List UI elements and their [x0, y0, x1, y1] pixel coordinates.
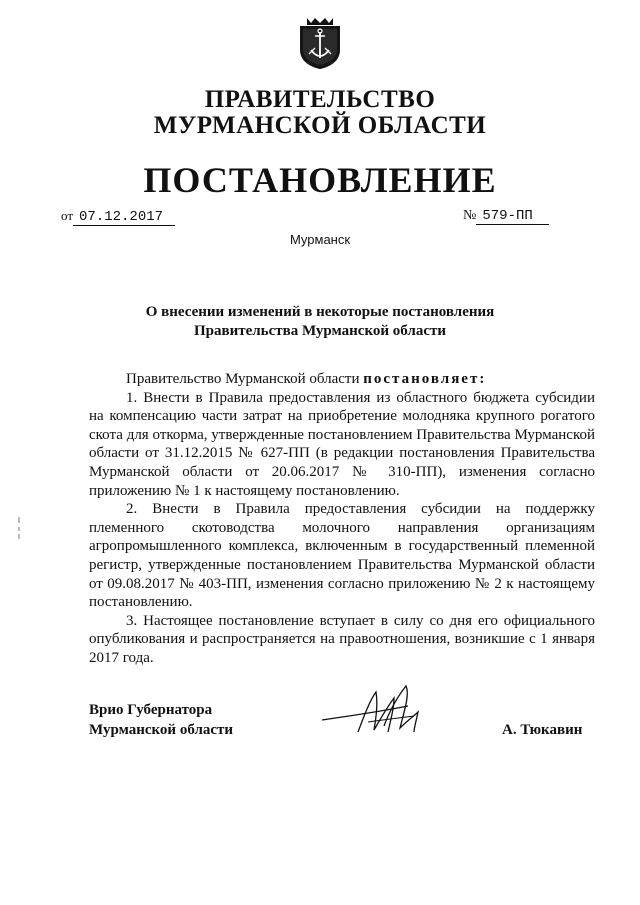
date-prefix: от [61, 208, 74, 223]
lead-emphasis: постановляет: [363, 371, 487, 387]
city: Мурманск [289, 232, 351, 247]
paragraph-2: 2. Внести в Правила предоставления субсидии на поддержку племенного скотоводства молочного направления организациям агропромышленного комплекса, включенным в государственный племенной регистр, утвержденные постановлением Правительства Мурманской области от 09.08.2017 № 403-ПП, изменения согласно приложению № 2 к настоящему постановлению. [89, 501, 595, 611]
paragraph-1: 1. Внести в Правила предоставления из областного бюджета субсидии на компенсацию части затрат на приобретение молодняка крупного рогатого скота для откорма, утвержденные постановлением Правительства Мурманской области от 31.12.2015 № 627-ПП (в редакции постановления Правительства Мурманской области от 20.06.2017 № 310-ПП), изменения согласно приложению № 1 к настоящему постановлению. [89, 389, 595, 499]
subject-line2: Правительства Мурманской области [193, 323, 447, 339]
lead-paragraph [89, 370, 595, 389]
coat-of-arms-icon [297, 14, 343, 70]
signatory-title-line1: Врио Губернатора [89, 702, 213, 718]
paragraph-3: 3. Настоящее постановление вступает в силу со дня его официального опубликования и распространяется на правоотношения, возникшие с 1 января 2017 года. [89, 612, 595, 666]
subject-line1: О внесении изменений в некоторые постановления [145, 304, 495, 320]
document-type: ПОСТАНОВЛЕНИЕ [143, 160, 497, 200]
government-title-line1: ПРАВИТЕЛЬСТВО [204, 86, 436, 113]
document-body [89, 370, 595, 668]
number-prefix: № [463, 208, 477, 223]
number-value: 579-ПП [476, 208, 548, 225]
margin-mark [16, 517, 22, 539]
signatory-title-line2: Мурманской области [89, 722, 234, 738]
government-title-line2: МУРМАНСКОЙ ОБЛАСТИ [153, 112, 487, 139]
signatory-name: А. Тюкавин [502, 722, 583, 738]
signatory-title [89, 700, 233, 740]
handwritten-signature [318, 676, 448, 746]
date-row [61, 208, 175, 226]
lead-text: Правительство Мурманской области [126, 371, 364, 387]
number-row [463, 208, 549, 225]
date-value: 07.12.2017 [73, 209, 175, 226]
